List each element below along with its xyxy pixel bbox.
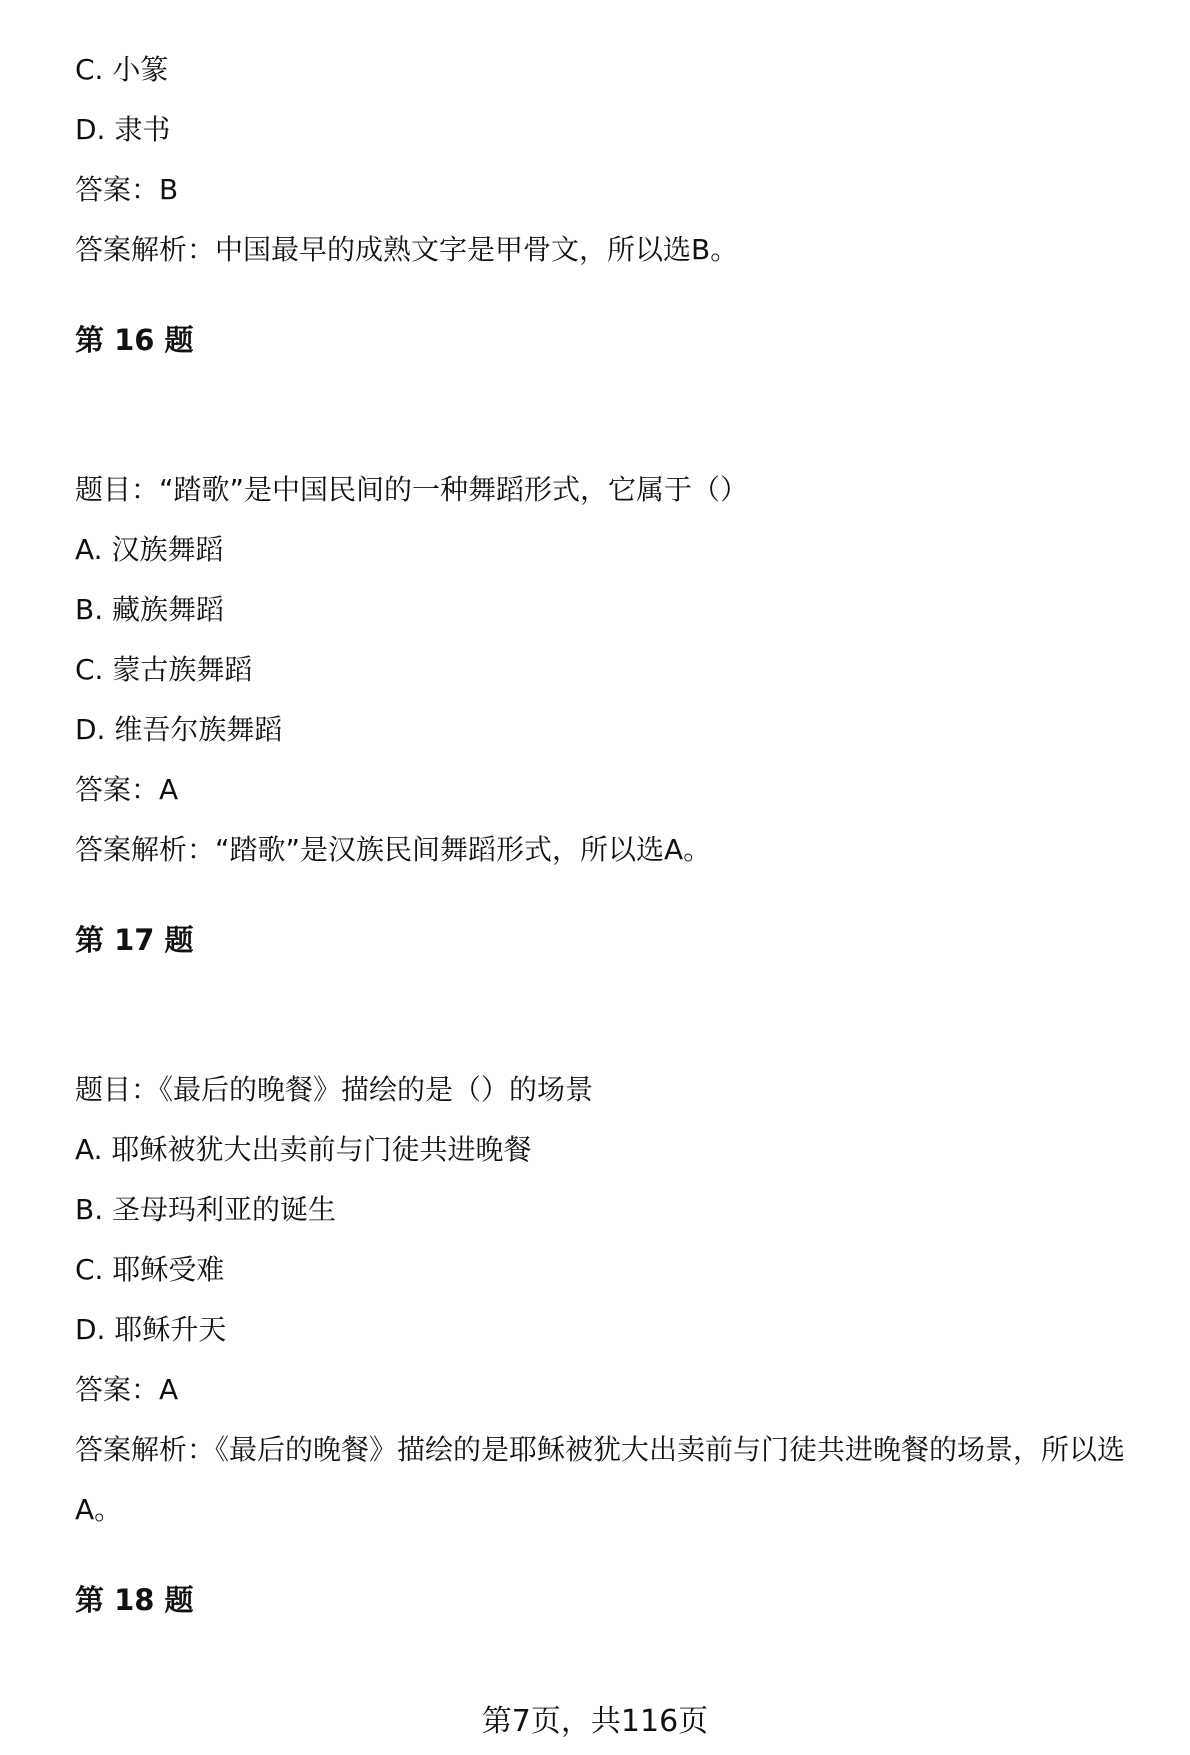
page-number: 第7页，共116页: [481, 1704, 709, 1739]
q17-heading: 第 17 题: [75, 923, 194, 957]
q17-question: 题目：《最后的晚餐》描绘的是（）的场景: [75, 1073, 594, 1106]
q17-explanation: 答案解析：《最后的晚餐》描绘的是耶稣被犹大出卖前与门徒共进晚餐的场景，所以选A。: [75, 1433, 1126, 1526]
q16-answer: 答案：A: [75, 773, 179, 806]
q16-option-d: D. 维吾尔族舞蹈: [75, 713, 283, 746]
q16-heading: 第 16 题: [75, 323, 194, 357]
prev-option-c: C. 小篆: [75, 53, 169, 86]
q17-option-a: A. 耶稣被犹大出卖前与门徒共进晚餐: [75, 1133, 532, 1166]
q17-option-b: B. 圣母玛利亚的诞生: [75, 1193, 337, 1226]
q16-option-c: C. 蒙古族舞蹈: [75, 653, 253, 686]
q18-heading: 第 18 题: [75, 1583, 194, 1617]
q16-question: 题目：“踏歌”是中国民间的一种舞蹈形式，它属于（）: [75, 473, 749, 506]
prev-answer: 答案：B: [75, 173, 179, 206]
q16-explanation: 答案解析：“踏歌”是汉族民间舞蹈形式，所以选A。: [75, 833, 712, 866]
q17-answer: 答案：A: [75, 1373, 179, 1406]
prev-option-d: D. 隶书: [75, 113, 171, 146]
q16-option-a: A. 汉族舞蹈: [75, 533, 224, 566]
q16-option-b: B. 藏族舞蹈: [75, 593, 225, 626]
q17-option-c: C. 耶稣受难: [75, 1253, 225, 1286]
q17-option-d: D. 耶稣升天: [75, 1313, 227, 1346]
prev-explanation: 答案解析：中国最早的成熟文字是甲骨文，所以选B。: [75, 233, 739, 266]
